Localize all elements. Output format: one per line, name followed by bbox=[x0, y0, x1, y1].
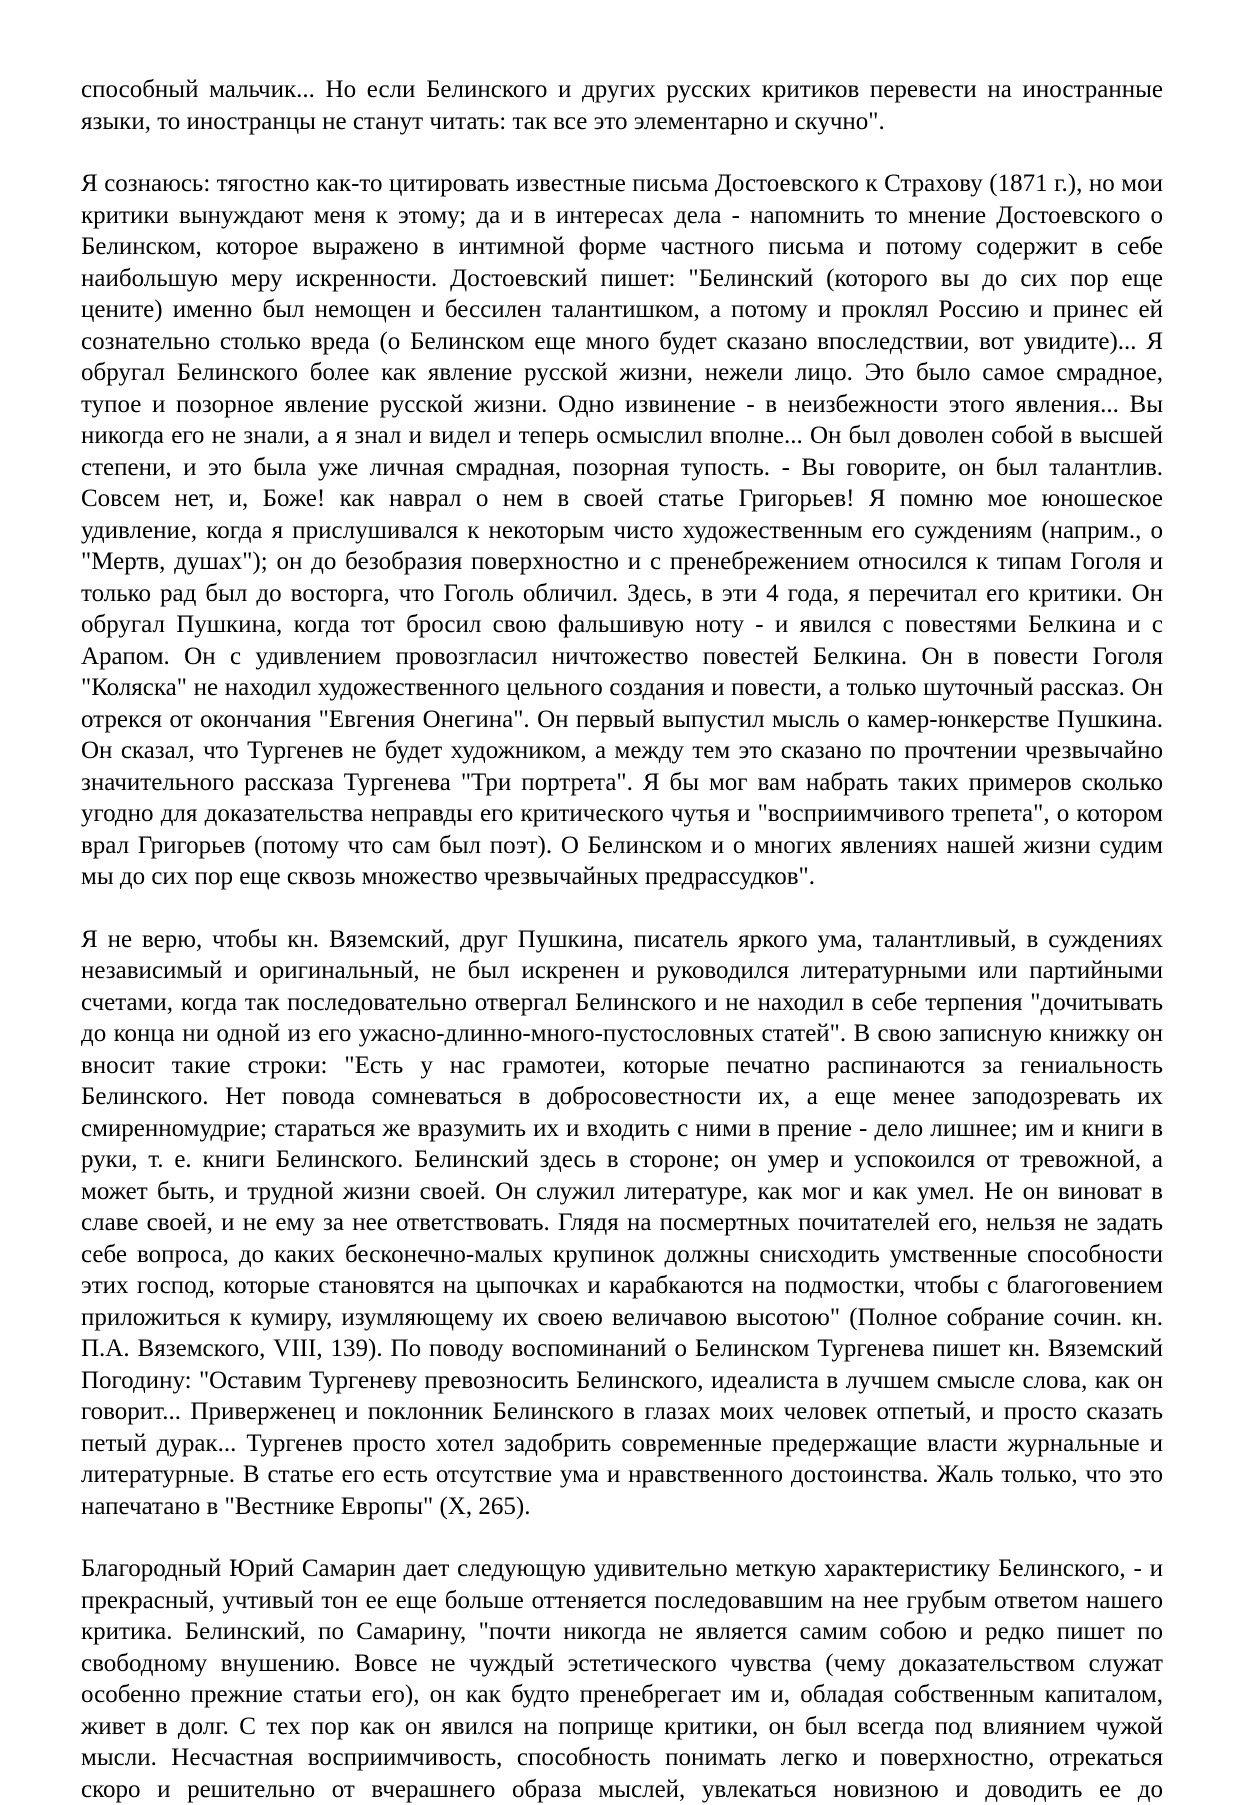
paragraph-vyazemsky: Я не верю, чтобы кн. Вяземский, друг Пушкина, писатель яркого ума, талантливый, в суждениях независимый и оригинальный, не был искренен и руководился литературными или партийными счетами, когда так последовательно отвергал Белинского и не находил в себе терпения "дочитывать до конца ни одной из его ужасно-длинно-много-пустословных статей". В свою записную книжку он вносит такие строки: "Есть у нас грамотеи, которые печатно распинаются за гениальность Белинского. Нет повода сомневаться в добросовестности их, а еще менее заподозревать их смиренномудрие; стараться же вразумить их и входить с ними в прение - дело лишнее; им и книги в руки, т. е. книги Белинского. Белинский здесь в стороне; он умер и успокоился от тревожной, а может быть, и трудной жизни своей. Он служил литературе, как мог и как умел. Не он виноват в славе своей, и не ему за нее ответствовать. Глядя на посмертных почитателей его, нельзя не задать себе вопроса, до каких бесконечно-малых крупинок должны снисходить умственные способности этих господ, которые становятся на цыпочках и карабкаются на подмостки, чтобы с благоговением приложиться к кумиру, изумляющему их своею величавою высотою" (Полное собрание сочин. кн. П.А. Вяземского, VIII, 139). По поводу воспоминаний о Белинском Тургенева пишет кн. Вяземский Погодину: "Оставим Тургеневу превозносить Белинского, идеалиста в лучшем смысле слова, как он говорит... Приверженец и поклонник Белинского в глазах моих человек отпетый, и просто сказать петый дурак... Тургенев просто хотел задобрить современные предержащие власти журнальные и литературные. В статье его есть отсутствие ума и нравственного достоинства. Жаль только, что это напечатано в "Вестнике Европы" (X, 265). bbox=[81, 925, 1163, 1520]
document-page bbox=[81, 74, 1163, 1805]
paragraph-belinsky-translation: способный мальчик... Но если Белинского и других русских критиков перевести на иностранные языки, то иностранцы не станут читать: так все это элементарно и скучно". bbox=[81, 76, 1163, 135]
paragraph-samarin: Благородный Юрий Самарин дает следующую удивительно меткую характеристику Белинского, - и прекрасный, учтивый тон ее еще больше оттеняется последовавшим на нее грубым ответом нашего критика. Белинский, по Самарину, "почти никогда не является самим собою и редко пишет по свободному внушению. Вовсе не чуждый эстетического чувства (чему доказательством служат особенно прежние статьи его), он как будто пренебрегает им и, обладая собственным капиталом, живет в долг. С тех пор как он явился на поприще критики, он был всегда под влиянием чужой мысли. Несчастная восприимчивость, способность понимать легко и поверхностно, отрекаться скоро и решительно от вчерашнего образа мыслей, увлекаться новизною и доводить ее до bbox=[81, 1555, 1163, 1803]
paragraph-dostoevsky-letter: Я сознаюсь: тягостно как-то цитировать известные письма Достоевского к Страхову (1871 г.), но мои критики вынуждают меня к этому; да и в интересах дела - напомнить то мнение Достоевского о Белинском, которое выражено в интимной форме частного письма и потому содержит в себе наибольшую меру искренности. Достоевский пишет: "Белинский (которого вы до сих пор еще цените) именно был немощен и бессилен талантишком, а потому и проклял Россию и принес ей сознательно столько вреда (о Белинском еще много будет сказано впоследствии, вот увидите)... Я обругал Белинского более как явление русской жизни, нежели лицо. Это было самое смрадное, тупое и позорное явление русской жизни. Одно извинение - в неизбежности этого явления... Вы никогда его не знали, а я знал и видел и теперь осмыслил вполне... Он был доволен собой в высшей степени, и это была уже личная смрадная, позорная тупость. - Вы говорите, он был талантлив. Совсем нет, и, Боже! как наврал о нем в своей статье Григорьев! Я помню мое юношеское удивление, когда я прислушивался к некоторым чисто художественным его суждениям (наприм., о "Мертв, душах"); он до безобразия поверхностно и с пренебрежением относился к типам Гоголя и только рад был до восторга, что Гоголь обличил. Здесь, в эти 4 года, я перечитал его критики. Он обругал Пушкина, когда тот бросил свою фальшивую ноту - и явился с повестями Белкина и с Арапом. Он с удивлением провозгласил ничтожество повестей Белкина. Он в повести Гоголя "Коляска" не находил художественного цельного создания и повести, а только шуточный рассказ. Он отрекся от окончания "Евгения Онегина". Он первый выпустил мысль о камер-юнкерстве Пушкина. Он сказал, что Тургенев не будет художником, а между тем это сказано по прочтении чрезвычайно значительного рассказа Тургенева "Три портрета". Я бы мог вам набрать таких примеров сколько угодно для доказательства неправды его критического чутья и "восприимчивого трепета", о котором врал Григорьев (потому что сам был поэт). О Белинском и о многих явлениях нашей жизни судим мы до сих пор еще сквозь множество чрезвычайных предрассудков". bbox=[81, 170, 1163, 890]
